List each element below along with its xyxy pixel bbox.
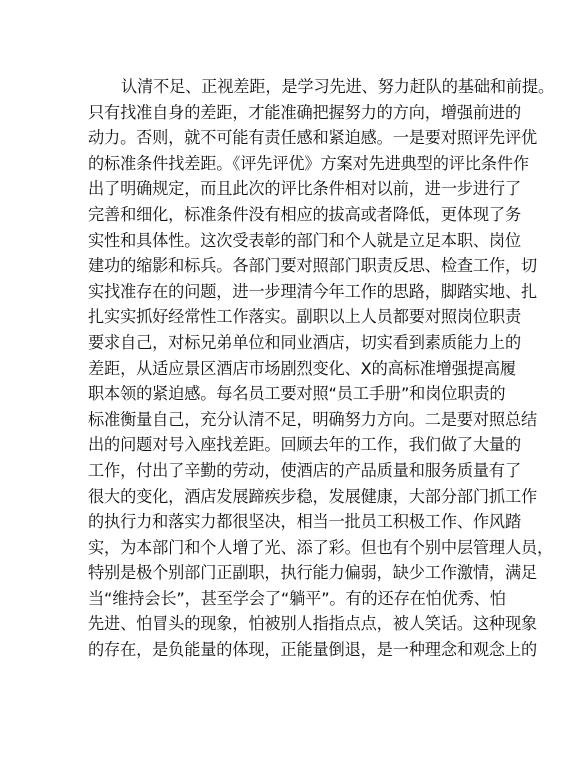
text-line: 特别是极个别部门正副职，执行能力偏弱，缺少工作激情，满足	[88, 563, 538, 583]
text-line: 认清不足、正视差距，是学习先进、努力赶队的基础和前提。	[121, 77, 555, 96]
text-line: 实找准存在的问题，进一步理清今年工作的思路，脚踏实地、扎	[88, 281, 538, 301]
body-paragraph	[88, 74, 555, 663]
text-line: 动力。否则，就不可能有责任感和紧迫感。一是要对照评先评优	[88, 128, 538, 148]
text-line: 的存在，是负能量的体现，正能量倒退，是一种理念和观念上的	[88, 640, 538, 660]
text-line: 标准衡量自己，充分认清不足，明确努力方向。二是要对照总结	[88, 409, 538, 429]
text-line: 建功的缩影和标兵。各部门要对照部门职责反思、检查工作，切	[88, 256, 538, 276]
text-line: 完善和细化，标准条件没有相应的拔高或者降低，更体现了务	[88, 204, 522, 224]
text-line: 要求自己，对标兄弟单位和同业酒店，切实看到素质能力上的	[88, 332, 522, 352]
text-line: 实，为本部门和个人增了光、添了彩。但也有个别中层管理人员，	[88, 537, 554, 557]
text-line: 工作，付出了辛勤的劳动，使酒店的产品质量和服务质量有了	[88, 460, 522, 480]
text-line: 出的问题对号入座找差距。回顾去年的工作，我们做了大量的	[88, 435, 522, 455]
text-line: 实性和具体性。这次受表彰的部门和个人就是立足本职、岗位	[88, 230, 522, 250]
text-line: 出了明确规定，而且此次的评比条件相对以前，进一步进行了	[88, 179, 522, 199]
text-line: 差距，从适应景区酒店市场剧烈变化、X的高标准增强提高履	[88, 358, 516, 378]
text-line: 先进、怕冒头的现象，怕被别人指指点点，被人笑话。这种现象	[88, 614, 538, 634]
text-line: 只有找准自身的差距，才能准确把握努力的方向，增强前进的	[88, 102, 522, 122]
text-line: 的标准条件找差距。《评先评优》方案对先进典型的评比条件作	[88, 153, 529, 173]
text-line: 扎实实抓好经常性工作落实。副职以上人员都要对照岗位职责	[88, 307, 522, 327]
text-line: 很大的变化，酒店发展蹄疾步稳，发展健康，大部分部门抓工作	[88, 486, 538, 506]
text-line: 的执行力和落实力都很坚决，相当一批员工积极工作、作风踏	[88, 512, 522, 532]
text-line: 职本领的紧迫感。每名员工要对照“员工手册”和岗位职责的	[88, 384, 506, 404]
text-line: 当“维持会长”，甚至学会了“躺平”。有的还存在怕优秀、怕	[88, 588, 506, 608]
